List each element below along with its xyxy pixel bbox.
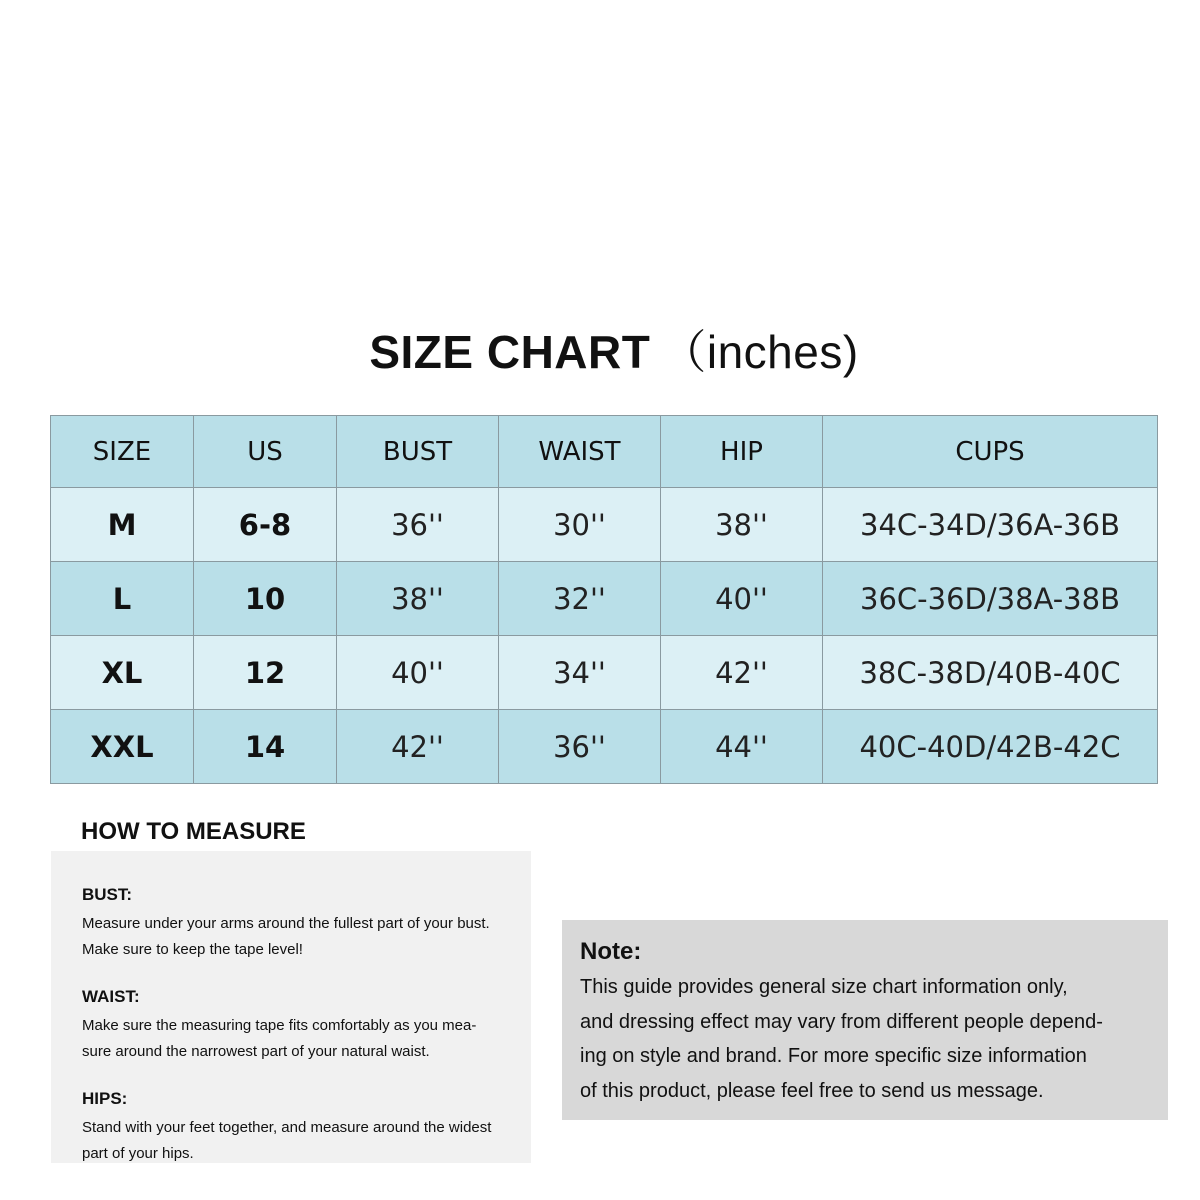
how-to-measure-title: HOW TO MEASURE (81, 818, 306, 845)
cell-hip: 40'' (661, 562, 823, 636)
cell-waist: 36'' (499, 710, 661, 784)
header-hip: HIP (661, 416, 823, 488)
cell-cups: 34C-34D/36A-36B (823, 488, 1158, 562)
cell-bust: 36'' (337, 488, 499, 562)
waist-line-1: Make sure the measuring tape fits comfortably as you mea- (82, 1017, 477, 1034)
header-bust: BUST (337, 416, 499, 488)
cell-size: L (51, 562, 194, 636)
hips-heading: HIPS: (82, 1089, 128, 1108)
cell-waist: 32'' (499, 562, 661, 636)
header-size: SIZE (51, 416, 194, 488)
note-line-3: ing on style and brand. For more specific size information (580, 1045, 1087, 1067)
cell-waist: 30'' (499, 488, 661, 562)
how-to-measure-panel (51, 851, 531, 1163)
cell-us: 14 (194, 710, 337, 784)
cell-bust: 40'' (337, 636, 499, 710)
title-main: SIZE CHART (369, 326, 651, 378)
header-cups: CUPS (823, 416, 1158, 488)
bust-line-2: Make sure to keep the tape level! (82, 941, 303, 958)
note-body (580, 970, 1155, 1108)
hips-line-1: Stand with your feet together, and measure around the widest (82, 1119, 492, 1136)
cell-us: 10 (194, 562, 337, 636)
waist-line-2: sure around the narrowest part of your natural waist. (82, 1043, 430, 1060)
bust-line-1: Measure under your arms around the fullest part of your bust. (82, 915, 490, 932)
title-unit: （inches) (660, 326, 859, 378)
cell-size: XL (51, 636, 194, 710)
bust-heading: BUST: (82, 885, 133, 904)
table-row (51, 636, 1158, 710)
table-row (51, 562, 1158, 636)
cell-size: M (51, 488, 194, 562)
table-row (51, 710, 1158, 784)
note-line-2: and dressing effect may vary from different people depend- (580, 1010, 1103, 1033)
cell-cups: 40C-40D/42B-42C (823, 710, 1158, 784)
cell-size: XXL (51, 710, 194, 784)
cell-hip: 42'' (661, 636, 823, 710)
note-panel (562, 920, 1168, 1120)
cell-hip: 38'' (661, 488, 823, 562)
cell-waist: 34'' (499, 636, 661, 710)
header-us: US (194, 416, 337, 488)
header-waist: WAIST (499, 416, 661, 488)
bust-section (82, 885, 527, 963)
hips-section (82, 1089, 527, 1167)
table-row (51, 488, 1158, 562)
note-line-1: This guide provides general size chart information only, (580, 976, 1068, 998)
cell-hip: 44'' (661, 710, 823, 784)
note-line-4: of this product, please feel free to send us message. (580, 1079, 1044, 1102)
cell-bust: 38'' (337, 562, 499, 636)
cell-cups: 38C-38D/40B-40C (823, 636, 1158, 710)
waist-heading: WAIST: (82, 987, 140, 1006)
page-title (0, 316, 1200, 382)
cell-cups: 36C-36D/38A-38B (823, 562, 1158, 636)
cell-us: 12 (194, 636, 337, 710)
cell-us: 6-8 (194, 488, 337, 562)
table-header-row (51, 416, 1158, 488)
hips-line-2: part of your hips. (82, 1145, 194, 1162)
cell-bust: 42'' (337, 710, 499, 784)
note-heading: Note: (580, 938, 642, 965)
size-chart-table (50, 415, 1158, 784)
waist-section (82, 987, 527, 1065)
